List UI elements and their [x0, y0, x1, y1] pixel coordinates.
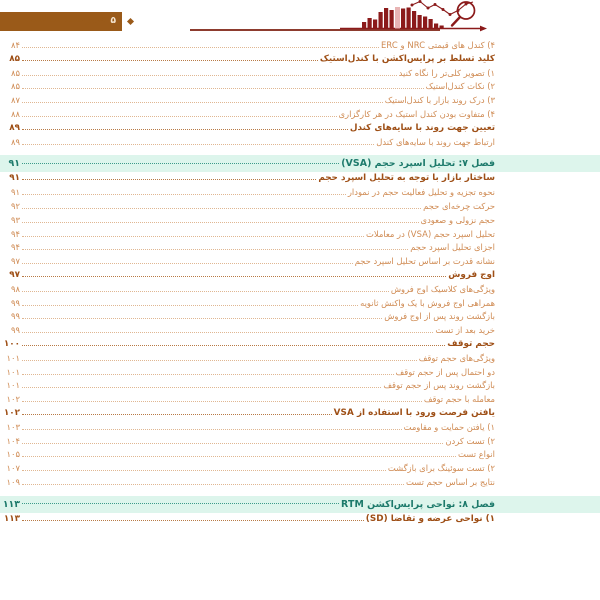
- toc-entry-section[interactable]: [0, 340, 600, 354]
- toc-leader-dots: [22, 344, 445, 346]
- toc-entry-page-number: ۸۵: [11, 81, 20, 92]
- toc-entry-label: دو احتمال پس از حجم توقف: [395, 366, 495, 377]
- toc-entry-sub[interactable]: [0, 96, 600, 110]
- toc-leader-dots: [22, 221, 419, 223]
- table-of-contents-list: [0, 38, 600, 529]
- toc-leader-dots: [22, 115, 337, 117]
- toc-entry-page-number: ۱۱۳: [2, 498, 20, 510]
- toc-entry-page-number: ۹۲: [11, 200, 20, 211]
- page-title: فهرست مطالب: [25, 13, 107, 25]
- toc-entry-page-number: ۹۳: [11, 214, 20, 225]
- toc-leader-dots: [22, 519, 364, 521]
- toc-entry-sub[interactable]: [0, 257, 600, 271]
- toc-entry-page-number: ۹۹: [11, 297, 20, 308]
- toc-leader-dots: [22, 317, 382, 319]
- toc-entry-page-number: ۸۹: [11, 136, 20, 147]
- toc-entry-page-number: ۱۰۵: [6, 449, 20, 460]
- toc-entry-page-number: ۸۸: [11, 108, 20, 119]
- toc-entry-sub[interactable]: [0, 381, 600, 395]
- toc-entry-page-number: ۱۰۷: [6, 463, 20, 474]
- toc-entry-sub[interactable]: [0, 450, 600, 464]
- toc-entry-label: ۱) تصویر کلی‌تر را نگاه کنید: [398, 67, 495, 78]
- toc-entry-sub[interactable]: [0, 110, 600, 124]
- page-folio-number: ۵: [110, 16, 116, 26]
- toc-leader-dots: [22, 178, 316, 180]
- toc-entry-sub[interactable]: [0, 395, 600, 409]
- toc-leader-dots: [22, 46, 379, 48]
- toc-entry-sub[interactable]: [0, 299, 600, 313]
- toc-leader-dots: [22, 483, 404, 485]
- toc-entry-label: معامله با حجم توقف: [423, 394, 495, 405]
- toc-entry-page-number: ۱۰۰: [3, 338, 20, 349]
- toc-entry-label: ۲) نکات کندل‌استیک: [425, 81, 495, 92]
- toc-entry-page-number: ۹۴: [11, 242, 20, 253]
- toc-entry-page-number: ۹۸: [11, 283, 20, 294]
- page-header: [0, 0, 600, 38]
- toc-entry-sub[interactable]: [0, 368, 600, 382]
- toc-entry-sub[interactable]: [0, 312, 600, 326]
- toc-entry-label: بازگشت روند پس از حجم توقف: [383, 380, 495, 391]
- toc-entry-page-number: ۸۷: [11, 95, 20, 106]
- toc-entry-page-number: ۸۵: [9, 53, 20, 64]
- toc-leader-dots: [22, 373, 394, 375]
- toc-entry-page-number: ۱۰۹: [6, 476, 20, 487]
- toc-entry-page-number: ۱۰۱: [6, 352, 20, 363]
- toc-leader-dots: [22, 87, 424, 89]
- toc-leader-dots: [22, 248, 408, 250]
- toc-leader-dots: [22, 59, 318, 61]
- toc-leader-dots: [22, 275, 446, 277]
- toc-leader-dots: [22, 502, 339, 504]
- toc-entry-label: ۲) تست سوئینگ برای بازگشت: [387, 463, 495, 474]
- toc-entry-label: ۲) تست کردن: [445, 435, 495, 446]
- toc-entry-label: انواع تست: [458, 449, 495, 460]
- toc-leader-dots: [22, 290, 389, 292]
- toc-entry-page-number: ۹۷: [9, 269, 20, 280]
- toc-entry-page-number: ۱۰۳: [6, 421, 20, 432]
- toc-entry-sub[interactable]: [0, 216, 600, 230]
- toc-entry-label: ویژگی‌های حجم توقف: [418, 352, 495, 363]
- toc-entry-page-number: ۸۴: [11, 40, 20, 50]
- toc-entry-label: فصل ۸: نواحی پرایس‌اکشن RTM: [341, 498, 495, 510]
- toc-entry-section[interactable]: [0, 271, 600, 285]
- toc-leader-dots: [22, 193, 346, 195]
- toc-leader-dots: [22, 428, 402, 430]
- toc-leader-dots: [22, 162, 339, 164]
- toc-entry-label: ۳) درک روند بازار با کندل‌استیک: [384, 95, 495, 106]
- toc-entry-page-number: ۸۵: [11, 67, 20, 78]
- toc-leader-dots: [22, 442, 443, 444]
- toc-entry-section[interactable]: [0, 515, 600, 529]
- toc-entry-sub[interactable]: [0, 138, 600, 152]
- toc-entry-page-number: ۱۰۲: [3, 407, 20, 418]
- toc-entry-section[interactable]: [0, 409, 600, 423]
- toc-entry-page-number: ۱۱۳: [3, 513, 20, 524]
- toc-entry-sub[interactable]: [0, 326, 600, 340]
- bar-chart-magnifier-icon: [340, 0, 490, 34]
- toc-entry-page-number: ۱۰۱: [6, 366, 20, 377]
- toc-entry-page-number: ۹۹: [11, 311, 20, 322]
- toc-entry-label: نتایج بر اساس حجم تست: [405, 476, 495, 487]
- toc-entry-sub[interactable]: [0, 423, 600, 437]
- toc-leader-dots: [22, 128, 348, 130]
- toc-entry-sub[interactable]: [0, 82, 600, 96]
- toc-entry-label: ۴) کندل های قیمتی NRC و ERC: [381, 40, 495, 50]
- toc-entry-page-number: ۱۰۱: [6, 380, 20, 391]
- toc-entry-label: همراهی اوج فروش با یک واکنش ثانویه: [360, 297, 495, 308]
- toc-leader-dots: [22, 262, 353, 264]
- toc-entry-label: فصل ۷: تحلیل اسپرد حجم (VSA): [341, 158, 495, 170]
- toc-entry-sub[interactable]: [0, 437, 600, 451]
- toc-entry-label: حجم توقف: [447, 338, 495, 349]
- toc-entry-section[interactable]: [0, 124, 600, 138]
- toc-entry-page-number: ۹۱: [8, 158, 20, 170]
- toc-entry-label: حجم نزولی و صعودی: [420, 214, 495, 225]
- toc-leader-dots: [22, 304, 358, 306]
- toc-leader-dots: [22, 413, 332, 415]
- toc-entry-sub[interactable]: [0, 230, 600, 244]
- toc-entry-sub[interactable]: [0, 285, 600, 299]
- toc-entry-page-number: ۹۹: [11, 325, 20, 336]
- toc-leader-dots: [22, 74, 397, 76]
- toc-entry-page-number: ۹۷: [11, 256, 20, 267]
- toc-entry-section[interactable]: [0, 174, 600, 188]
- toc-entry-chapter[interactable]: [0, 496, 600, 513]
- toc-entry-label: نشانه قدرت بر اساس تحلیل اسپرد حجم: [354, 256, 495, 267]
- toc-leader-dots: [22, 386, 381, 388]
- toc-entry-sub[interactable]: [0, 202, 600, 216]
- toc-entry-sub[interactable]: [0, 478, 600, 492]
- toc-leader-dots: [22, 207, 421, 209]
- toc-entry-label: اوج فروش: [448, 269, 495, 280]
- toc-entry-page-number: ۱۰۴: [6, 435, 20, 446]
- toc-entry-section[interactable]: [0, 55, 600, 69]
- toc-entry-chapter[interactable]: [0, 155, 600, 172]
- toc-entry-sub[interactable]: [0, 69, 600, 83]
- toc-entry-label: تحلیل اسپرد حجم (VSA) در معاملات: [365, 228, 495, 239]
- toc-entry-page-number: ۹۱: [11, 187, 20, 198]
- toc-entry-label: نحوه تجزیه و تحلیل فعالیت حجم در نمودار: [347, 187, 495, 198]
- toc-entry-sub[interactable]: [0, 41, 600, 55]
- toc-entry-page-number: ۸۹: [9, 122, 20, 133]
- toc-entry-page-number: ۱۰۲: [6, 394, 20, 405]
- toc-entry-page-number: ۹۱: [9, 173, 20, 184]
- toc-entry-sub[interactable]: [0, 354, 600, 368]
- toc-entry-page-number: ۹۴: [11, 228, 20, 239]
- toc-entry-label: ساختار بازار با توجه به تحلیل اسپرد حجم: [318, 173, 495, 184]
- toc-entry-label: ارتباط جهت روند با سایه‌های کندل: [376, 136, 495, 147]
- toc-leader-dots: [22, 359, 417, 361]
- toc-entry-label: ویژگی‌های کلاسیک اوج فروش: [390, 283, 495, 294]
- toc-leader-dots: [22, 400, 422, 402]
- toc-entry-label: بازگشت روند پس از اوج فروش: [384, 311, 495, 322]
- toc-entry-sub[interactable]: [0, 464, 600, 478]
- toc-entry-label: خرید بعد از تست: [435, 325, 495, 336]
- toc-leader-dots: [22, 469, 386, 471]
- toc-leader-dots: [22, 143, 374, 145]
- toc-leader-dots: [22, 331, 433, 333]
- toc-entry-label: اجزای تحلیل اسپرد حجم: [410, 242, 495, 253]
- toc-entry-label: ۱) یافتن حمایت و مقاومت: [403, 421, 495, 432]
- toc-entry-sub[interactable]: [0, 243, 600, 257]
- toc-entry-label: حرکت چرخه‌ای حجم: [423, 200, 495, 211]
- toc-entry-label: ۱) نواحی عرضه و تقاضا (SD): [365, 513, 495, 524]
- toc-entry-sub[interactable]: [0, 188, 600, 202]
- toc-entry-label: یافتن فرصت ورود با استفاده از VSA: [333, 407, 495, 418]
- toc-entry-label: کلید تسلط بر پرایس‌اکشن با کندل‌استیک: [319, 53, 495, 64]
- toc-entry-label: تعیین جهت روند با سایه‌های کندل: [349, 122, 495, 133]
- toc-entry-label: ۴) متفاوت بودن کندل استیک در هر کارگزاری: [338, 108, 495, 119]
- toc-leader-dots: [22, 455, 456, 457]
- toc-leader-dots: [22, 101, 383, 103]
- toc-leader-dots: [22, 235, 364, 237]
